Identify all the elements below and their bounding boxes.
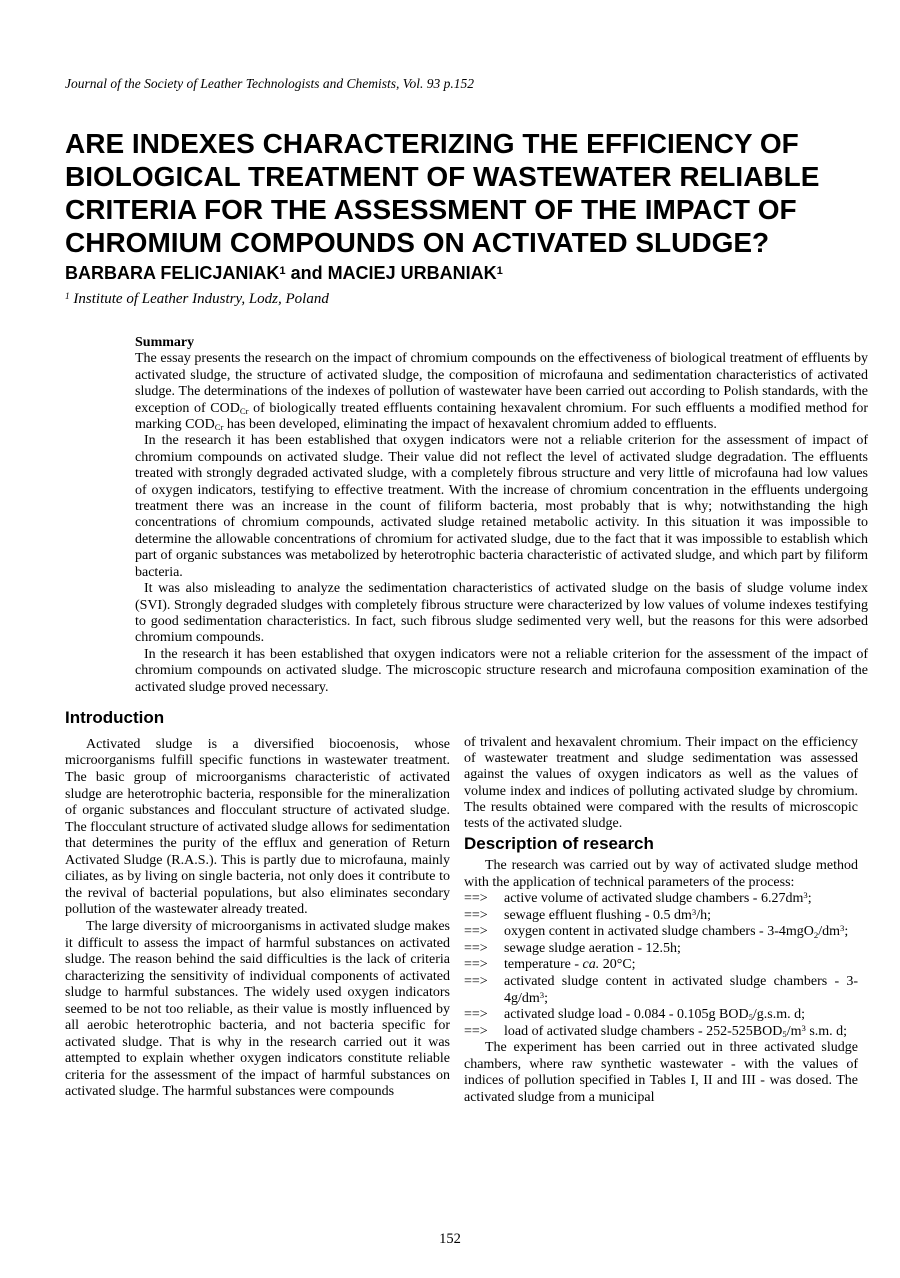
journal-running-header: Journal of the Society of Leather Technologists and Chemists, Vol. 93 p.152 — [65, 76, 474, 91]
arrow-bullet-icon: ==> — [464, 940, 488, 956]
page-number: 152 — [439, 1231, 461, 1247]
list-item — [464, 1024, 858, 1041]
summary-paragraph-1: The essay presents the research on the impact of chromium compounds on the effectiveness of biological treatment of effluents by activated sludge, the structure of activated sludge, the composition of microfauna and sedimentation characteristics of activated sludge. The determinations of the indexes of pollution of wastewater have been carried out according to Polish standards, with the exception of $COD_{Cr}$ of biologically treated effluents containing hexavalent chromium. For such effluents a modified method for marking $COD_{Cr}$ has been developed, eliminating the impact of hexavalent chromium added to effluents. — [135, 351, 868, 433]
right-column — [464, 708, 858, 1106]
list-item — [464, 1007, 858, 1024]
list-item-text: active volume of activated sludge chambers - $6.27dm^3$; — [504, 890, 812, 907]
arrow-bullet-icon: ==> — [464, 891, 488, 907]
list-item — [464, 924, 858, 941]
arrow-bullet-icon: ==> — [464, 957, 488, 973]
arrow-bullet-icon: ==> — [464, 1023, 488, 1039]
list-item-text: oxygen content in activated sludge chambers - $3-4mgO_2/dm^3$; — [504, 923, 849, 940]
list-item — [464, 941, 858, 958]
introduction-paragraph-2-left: The large diversity of microorganisms in activated sludge makes it difficult to assess the impact of harmful substances on activated sludge. The reason behind the said difficulties is the lack of criteria characterizing the sensitivity of individual components of activated sludge to harmful substances. The widely used oxygen indicators seemed to be not too reliable, as their value is mostly influenced by all aerobic heterotrophic bacteria, and not bacteria specific for activated sludge. That is why in the research carried out it was attempted to explain whether oxygen indicators constitute reliable criteria for the assessment of the impact of harmful substances on activated sludge. The harmful substances were compounds — [65, 918, 450, 1100]
arrow-bullet-icon: ==> — [464, 1007, 488, 1023]
list-item — [464, 891, 858, 908]
summary-paragraph-3: It was also misleading to analyze the sedimentation characteristics of activated sludge on the basis of sludge volume index (SVI). Strongly degraded sludges with completely fibrous structure were characterized by low values of volume indexes testifying to good sedimentation characteristics. In fact, such fibrous sludge sedimented very well, but the reasons for this were adsorbed chromium compounds. — [135, 581, 868, 646]
list-item-text: sewage sludge aeration - 12.5h; — [504, 940, 681, 956]
summary-section — [135, 335, 868, 696]
list-item — [464, 908, 858, 925]
research-heading: Description of research — [464, 834, 654, 854]
list-item-text: activated sludge content in activated sludge chambers - $3-4g/dm^3$; — [504, 973, 858, 1006]
introduction-paragraph-2-right: of trivalent and hexavalent chromium. Their impact on the efficiency of wastewater treatment and sludge sedimentation was assessed against the values of oxygen indicators as well as the values of volume index and indices of polluting activated sludge by chromium. The results obtained were compared with the results of microscopic tests of the activated sludge. — [464, 734, 858, 831]
list-item-text: load of activated sludge chambers - $252-525BOD_5/m^3$ s.m. d; — [504, 1022, 848, 1039]
introduction-paragraph-1: Activated sludge is a diversified biocoenosis, whose microorganisms fulfill specific functions in wastewater treatment. The basic group of microorganisms characteristic of activated sludge are heterotrophic bacteria, responsible for the mineralization of organic substances and flocculant structure of activated sludge. The flocculant structure of activated sludge allows for sedimentation that determines the purity of the efflux and generation of Return Activated Sludge (R.A.S.). This is partly due to microfauna, mainly ciliates, as by living on single bacteria, not only does it contribute to the revival of bacterial populations, but also eliminates secondary pollution of the wastewater already treated. — [65, 736, 450, 918]
list-item — [464, 974, 858, 1007]
authors-line: BARBARA FELICJANIAK$^1$ and MACIEJ URBANIAK$^1$ — [65, 263, 503, 283]
process-parameters-list — [464, 891, 858, 1040]
list-item-text: activated sludge load - 0.084 - 0.105g $BOD_5/g.s.m$. d; — [504, 1007, 806, 1023]
paper-title: ARE INDEXES CHARACTERIZING THE EFFICIENCY OF BIOLOGICAL TREATMENT OF WASTEWATER RELIABLE CRITERIA FOR THE ASSESSMENT OF THE IMPACT OF CHROMIUM COMPOUNDS ON ACTIVATED SLUDGE? — [65, 128, 820, 258]
list-item — [464, 957, 858, 974]
arrow-bullet-icon: ==> — [464, 907, 488, 923]
research-intro-paragraph: The research was carried out by way of activated sludge method with the application of technical parameters of the process: — [464, 858, 858, 890]
summary-paragraph-2: In the research it has been established that oxygen indicators were not a reliable criterion for the assessment of impact of chromium compounds on activated sludge. Their value did not reflect the level of activated sludge degradation. The effluents treated with strongly degraded activated sludge, with a completely fibrous structure and very little of microfauna had low values of oxygen indicators, testifying to effective treatment. With the increase of chromium concentration in the effluents undergoing treatment there was an increase in the count of filiform bacteria, most probably that is why; notwithstanding the high concentrations of chromium compounds, activated sludge retained metabolic activity. In this situation it was impossible to determine the allowable concentrations of chromium for activated sludge, due to the fact that it was impossible to establish which part of organic substances was metabolized by heterotrophic bacteria characteristic of activated sludge, and which part by filiform bacteria. — [135, 433, 868, 580]
summary-heading: Summary — [135, 335, 195, 350]
left-column — [65, 708, 450, 1106]
arrow-bullet-icon: ==> — [464, 924, 488, 940]
arrow-bullet-icon: ==> — [464, 973, 488, 989]
introduction-heading: Introduction — [65, 707, 165, 727]
list-item-text: sewage effluent flushing - 0.5 $dm^3/h$; — [504, 906, 712, 923]
list-item-text: temperature - ca. 20°C; — [504, 957, 636, 973]
two-column-body — [65, 708, 858, 1106]
summary-paragraph-4: In the research it has been established that oxygen indicators were not a reliable criterion for the assessment of the impact of chromium compounds on activated sludge. The microscopic structure research and microfauna composition examination of the activated sludge proved necessary. — [135, 646, 868, 695]
affiliation-line: $^1$ Institute of Leather Industry, Lodz, Poland — [65, 291, 329, 307]
research-closing-paragraph: The experiment has been carried out in three activated sludge chambers, where raw synthetic wastewater - with the values of indices of pollution specified in Tables I, II and III - was dosed. The activated sludge from a municipal — [464, 1040, 858, 1105]
